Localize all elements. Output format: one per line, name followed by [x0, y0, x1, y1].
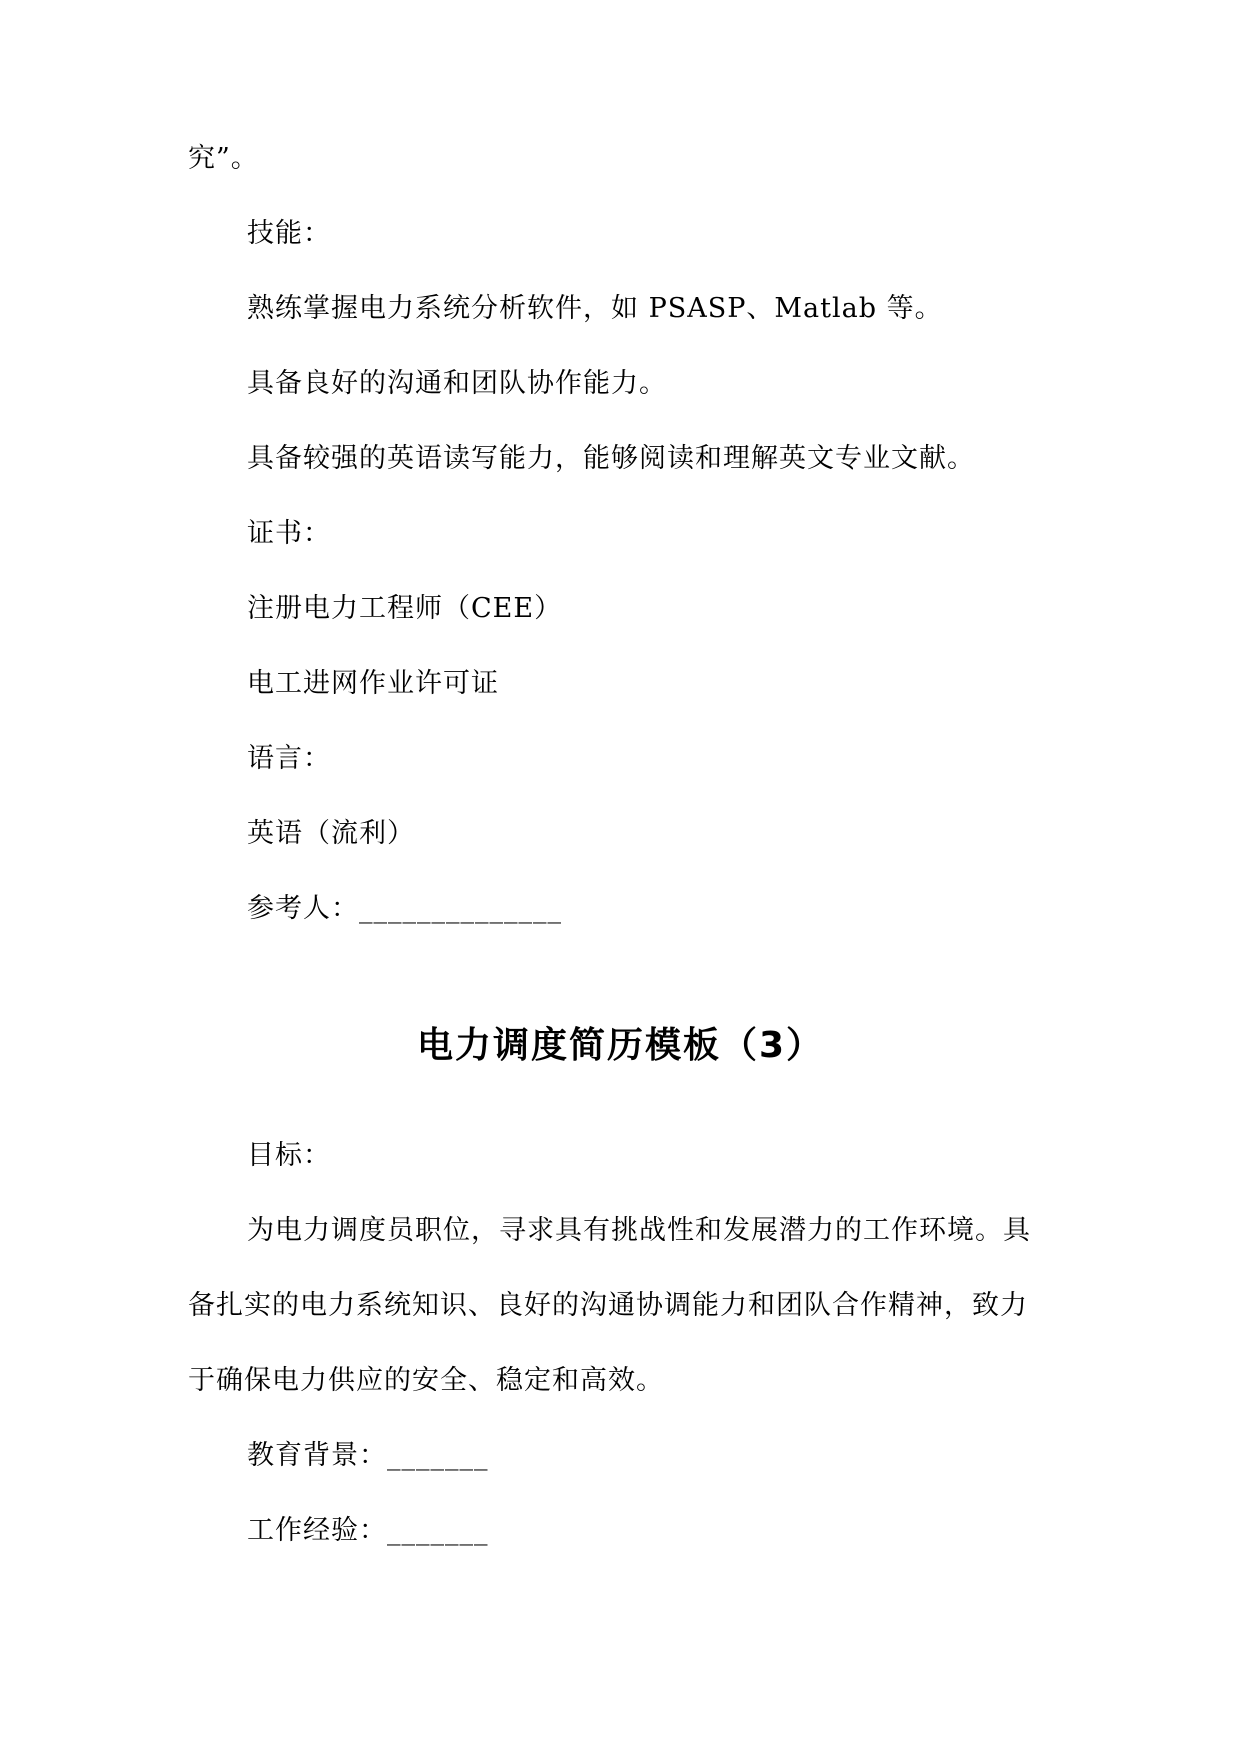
continuation-text: 究”。: [188, 143, 259, 174]
skills-heading: 技能：: [247, 218, 331, 249]
certificates-heading: 证书：: [247, 518, 331, 549]
objective-heading: 目标：: [247, 1140, 331, 1171]
objective-line: 为电力调度员职位，寻求具有挑战性和发展潜力的工作环境。具: [247, 1215, 1031, 1246]
objective-line: 备扎实的电力系统知识、良好的沟通协调能力和团队合作精神，致力: [188, 1290, 1028, 1321]
skill-item: 熟练掌握电力系统分析软件，如 PSASP、Matlab 等。: [247, 293, 943, 324]
reference-line: 参考人：______________: [247, 893, 562, 924]
objective-line: 于确保电力供应的安全、稳定和高效。: [188, 1365, 664, 1396]
certificate-item: 电工进网作业许可证: [247, 668, 499, 699]
certificate-item: 注册电力工程师（CEE）: [247, 593, 563, 624]
skill-item: 具备良好的沟通和团队协作能力。: [247, 368, 667, 399]
skill-item: 具备较强的英语读写能力，能够阅读和理解英文专业文献。: [247, 443, 975, 474]
experience-line: 工作经验：_______: [247, 1515, 489, 1546]
languages-heading: 语言：: [247, 743, 331, 774]
section-title: 电力调度简历模板（3）: [416, 1025, 825, 1066]
language-item: 英语（流利）: [247, 818, 415, 849]
education-line: 教育背景：_______: [247, 1440, 489, 1471]
